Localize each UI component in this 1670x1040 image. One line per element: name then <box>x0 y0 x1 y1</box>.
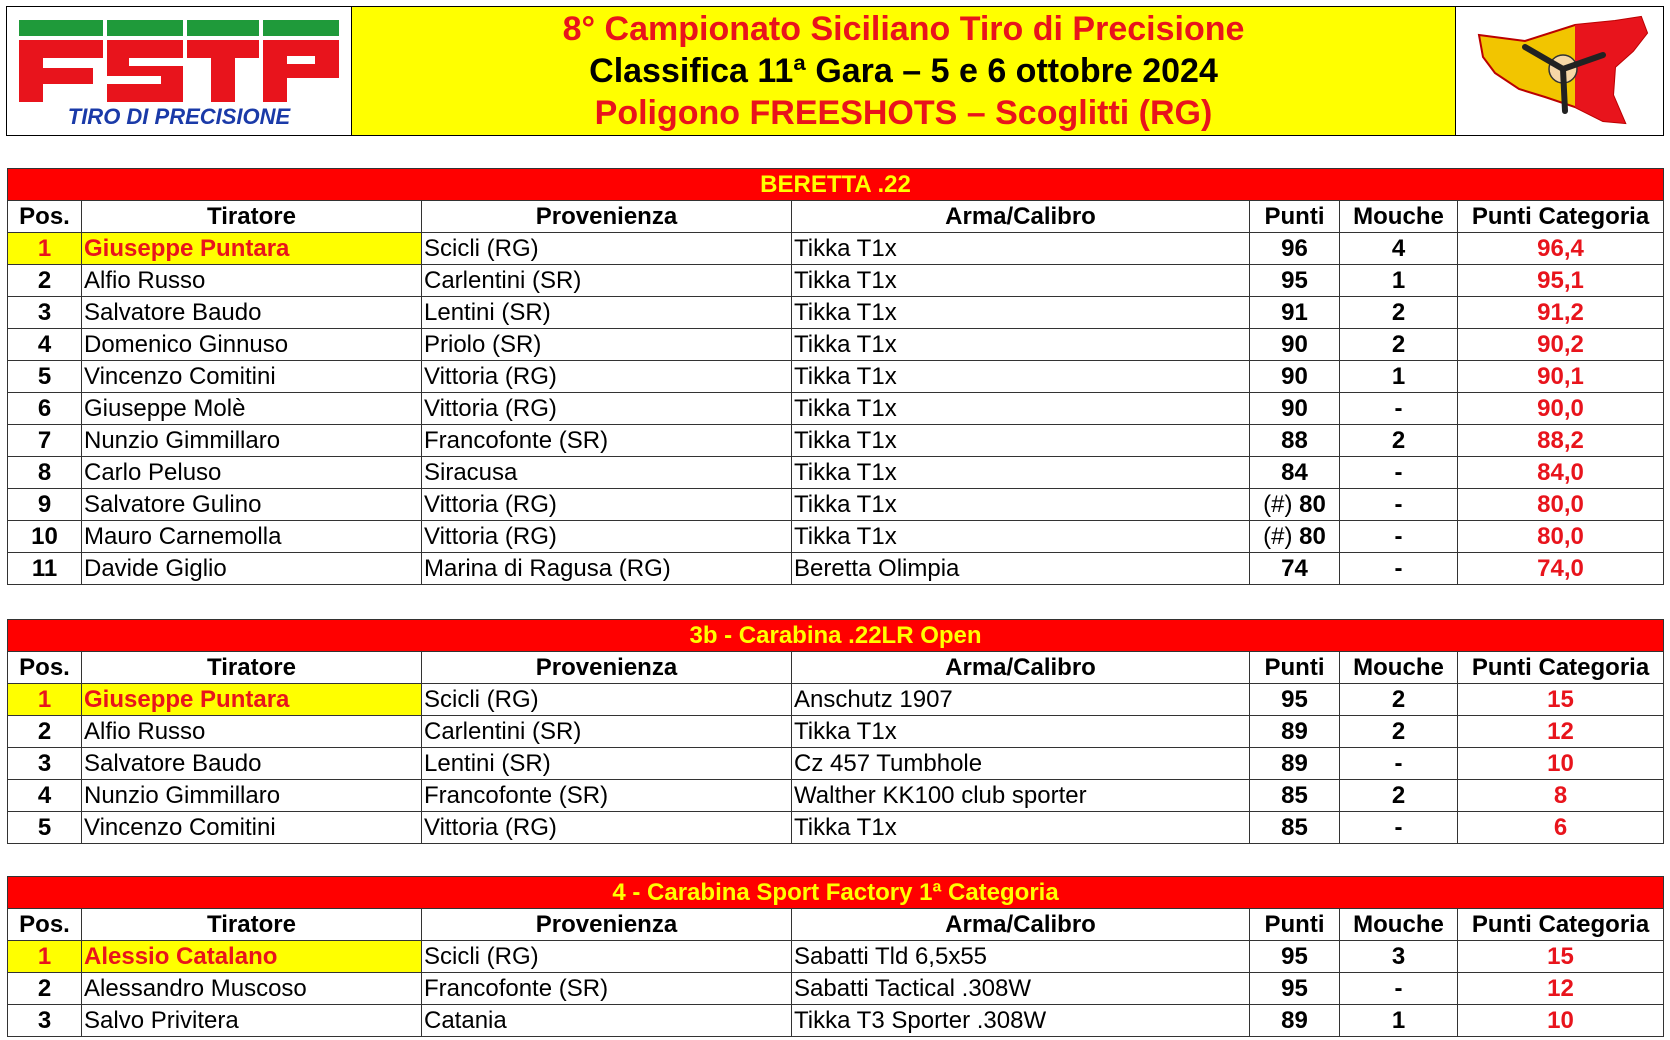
points-cell <box>1250 812 1340 844</box>
origin-cell: Vittoria (RG) <box>422 812 792 844</box>
category-title: 4 - Carabina Sport Factory 1ª Categoria <box>8 877 1664 909</box>
table-row <box>8 233 1664 265</box>
points-cell <box>1250 425 1340 457</box>
category-title: 3b - Carabina .22LR Open <box>8 620 1664 652</box>
points-cell <box>1250 780 1340 812</box>
points-value: 85 <box>1281 781 1308 809</box>
mouche-cell: - <box>1340 457 1458 489</box>
weapon-cell: Tikka T1x <box>792 329 1250 361</box>
points-cell <box>1250 684 1340 716</box>
position-cell: 1 <box>8 684 82 716</box>
table-row <box>8 941 1664 973</box>
category-points-cell: 10 <box>1458 1005 1664 1037</box>
points-cell <box>1250 489 1340 521</box>
mouche-cell: - <box>1340 748 1458 780</box>
weapon-cell: Tikka T1x <box>792 233 1250 265</box>
col-pos-header: Pos. <box>8 652 82 684</box>
column-header-row <box>8 909 1664 941</box>
table-row <box>8 361 1664 393</box>
col-punti-header: Punti <box>1250 652 1340 684</box>
shooter-name-cell: Salvo Privitera <box>82 1005 422 1037</box>
mouche-cell: 3 <box>1340 941 1458 973</box>
shooter-name-cell: Giuseppe Puntara <box>82 233 422 265</box>
header <box>6 6 1664 136</box>
category-points-cell: 6 <box>1458 812 1664 844</box>
points-value: 95 <box>1281 942 1308 970</box>
points-value: 90 <box>1281 394 1308 422</box>
category-title: BERETTA .22 <box>8 169 1664 201</box>
table-row <box>8 1005 1664 1037</box>
points-cell <box>1250 521 1340 553</box>
points-value: 95 <box>1281 974 1308 1002</box>
category-points-cell: 91,2 <box>1458 297 1664 329</box>
position-cell: 4 <box>8 329 82 361</box>
category-points-cell: 8 <box>1458 780 1664 812</box>
mouche-cell: 4 <box>1340 233 1458 265</box>
weapon-cell: Tikka T1x <box>792 521 1250 553</box>
weapon-cell: Walther KK100 club sporter <box>792 780 1250 812</box>
shooter-name-cell: Nunzio Gimmillaro <box>82 780 422 812</box>
origin-cell: Carlentini (SR) <box>422 716 792 748</box>
col-punti-header: Punti <box>1250 201 1340 233</box>
position-cell: 1 <box>8 941 82 973</box>
col-provenienza-header: Provenienza <box>422 909 792 941</box>
origin-cell: Francofonte (SR) <box>422 973 792 1005</box>
col-provenienza-header: Provenienza <box>422 652 792 684</box>
weapon-cell: Tikka T1x <box>792 297 1250 329</box>
results-table-sport-factory <box>7 876 1664 1037</box>
points-value: 84 <box>1281 458 1308 486</box>
category-points-cell: 12 <box>1458 716 1664 748</box>
category-points-cell: 84,0 <box>1458 457 1664 489</box>
category-points-cell: 12 <box>1458 973 1664 1005</box>
col-tiratore-header: Tiratore <box>82 652 422 684</box>
table-row <box>8 684 1664 716</box>
mouche-cell: 1 <box>1340 361 1458 393</box>
category-points-cell: 10 <box>1458 748 1664 780</box>
category-points-cell: 80,0 <box>1458 521 1664 553</box>
shooter-name-cell: Vincenzo Comitini <box>82 812 422 844</box>
origin-cell: Vittoria (RG) <box>422 521 792 553</box>
mouche-cell: 1 <box>1340 1005 1458 1037</box>
col-punti-categoria-header: Punti Categoria <box>1458 201 1664 233</box>
shooter-name-cell: Alessandro Muscoso <box>82 973 422 1005</box>
weapon-cell: Tikka T1x <box>792 812 1250 844</box>
weapon-cell: Tikka T1x <box>792 393 1250 425</box>
results-table-beretta <box>7 168 1664 585</box>
mouche-cell: - <box>1340 489 1458 521</box>
category-points-cell: 95,1 <box>1458 265 1664 297</box>
category-points-cell: 90,1 <box>1458 361 1664 393</box>
position-cell: 4 <box>8 780 82 812</box>
points-cell <box>1250 233 1340 265</box>
table-row <box>8 393 1664 425</box>
points-note: (#) <box>1263 490 1300 518</box>
points-value: 74 <box>1281 554 1308 582</box>
origin-cell: Francofonte (SR) <box>422 780 792 812</box>
origin-cell: Lentini (SR) <box>422 297 792 329</box>
weapon-cell: Tikka T1x <box>792 457 1250 489</box>
shooter-name-cell: Alfio Russo <box>82 265 422 297</box>
origin-cell: Catania <box>422 1005 792 1037</box>
shooter-name-cell: Salvatore Baudo <box>82 297 422 329</box>
origin-cell: Francofonte (SR) <box>422 425 792 457</box>
position-cell: 3 <box>8 1005 82 1037</box>
mouche-cell: 2 <box>1340 425 1458 457</box>
shooter-name-cell: Domenico Ginnuso <box>82 329 422 361</box>
shooter-name-cell: Davide Giglio <box>82 553 422 585</box>
weapon-cell: Sabatti Tactical .308W <box>792 973 1250 1005</box>
col-punti-categoria-header: Punti Categoria <box>1458 909 1664 941</box>
category-points-cell: 90,2 <box>1458 329 1664 361</box>
points-cell <box>1250 265 1340 297</box>
origin-cell: Vittoria (RG) <box>422 393 792 425</box>
points-cell <box>1250 361 1340 393</box>
points-value: 90 <box>1281 330 1308 358</box>
fstp-logo <box>7 7 352 135</box>
mouche-cell: 2 <box>1340 780 1458 812</box>
origin-cell: Marina di Ragusa (RG) <box>422 553 792 585</box>
points-cell <box>1250 553 1340 585</box>
col-provenienza-header: Provenienza <box>422 201 792 233</box>
position-cell: 2 <box>8 716 82 748</box>
points-value: 85 <box>1281 813 1308 841</box>
position-cell: 7 <box>8 425 82 457</box>
points-cell <box>1250 941 1340 973</box>
position-cell: 2 <box>8 265 82 297</box>
origin-cell: Scicli (RG) <box>422 941 792 973</box>
position-cell: 11 <box>8 553 82 585</box>
origin-cell: Vittoria (RG) <box>422 489 792 521</box>
position-cell: 5 <box>8 361 82 393</box>
origin-cell: Vittoria (RG) <box>422 361 792 393</box>
shooter-name-cell: Vincenzo Comitini <box>82 361 422 393</box>
points-value: 80 <box>1299 522 1326 550</box>
mouche-cell: - <box>1340 812 1458 844</box>
position-cell: 8 <box>8 457 82 489</box>
shooter-name-cell: Salvatore Gulino <box>82 489 422 521</box>
points-value: 89 <box>1281 1006 1308 1034</box>
mouche-cell: - <box>1340 521 1458 553</box>
points-value: 80 <box>1299 490 1326 518</box>
origin-cell: Scicli (RG) <box>422 684 792 716</box>
points-cell <box>1250 457 1340 489</box>
position-cell: 9 <box>8 489 82 521</box>
table-row <box>8 748 1664 780</box>
table-row <box>8 297 1664 329</box>
mouche-cell: 2 <box>1340 684 1458 716</box>
points-cell <box>1250 973 1340 1005</box>
origin-cell: Carlentini (SR) <box>422 265 792 297</box>
origin-cell: Priolo (SR) <box>422 329 792 361</box>
position-cell: 6 <box>8 393 82 425</box>
col-mouche-header: Mouche <box>1340 201 1458 233</box>
weapon-cell: Beretta Olimpia <box>792 553 1250 585</box>
category-header-row <box>8 169 1664 201</box>
col-pos-header: Pos. <box>8 909 82 941</box>
table-row <box>8 329 1664 361</box>
title-box <box>352 7 1456 135</box>
points-note: (#) <box>1263 522 1300 550</box>
table-row <box>8 812 1664 844</box>
sicily-trinacria-logo <box>1456 7 1663 135</box>
table-row <box>8 489 1664 521</box>
col-punti-header: Punti <box>1250 909 1340 941</box>
points-cell <box>1250 393 1340 425</box>
weapon-cell: Tikka T1x <box>792 489 1250 521</box>
table-row <box>8 521 1664 553</box>
category-points-cell: 15 <box>1458 684 1664 716</box>
points-value: 91 <box>1281 298 1308 326</box>
mouche-cell: - <box>1340 973 1458 1005</box>
col-pos-header: Pos. <box>8 201 82 233</box>
title-line-1: 8° Campionato Siciliano Tiro di Precisione <box>562 10 1245 48</box>
weapon-cell: Cz 457 Tumbhole <box>792 748 1250 780</box>
mouche-cell: - <box>1340 393 1458 425</box>
category-header-row <box>8 620 1664 652</box>
col-arma-header: Arma/Calibro <box>792 201 1250 233</box>
sicily-trinacria-icon <box>1465 11 1655 131</box>
table-row <box>8 265 1664 297</box>
shooter-name-cell: Carlo Peluso <box>82 457 422 489</box>
shooter-name-cell: Giuseppe Puntara <box>82 684 422 716</box>
shooter-name-cell: Giuseppe Molè <box>82 393 422 425</box>
points-cell <box>1250 329 1340 361</box>
points-cell <box>1250 716 1340 748</box>
category-points-cell: 88,2 <box>1458 425 1664 457</box>
mouche-cell: - <box>1340 553 1458 585</box>
points-cell <box>1250 297 1340 329</box>
col-tiratore-header: Tiratore <box>82 909 422 941</box>
position-cell: 5 <box>8 812 82 844</box>
col-tiratore-header: Tiratore <box>82 201 422 233</box>
position-cell: 2 <box>8 973 82 1005</box>
points-value: 90 <box>1281 362 1308 390</box>
shooter-name-cell: Nunzio Gimmillaro <box>82 425 422 457</box>
weapon-cell: Tikka T1x <box>792 425 1250 457</box>
category-points-cell: 96,4 <box>1458 233 1664 265</box>
position-cell: 3 <box>8 748 82 780</box>
column-header-row <box>8 201 1664 233</box>
category-points-cell: 74,0 <box>1458 553 1664 585</box>
category-points-cell: 80,0 <box>1458 489 1664 521</box>
points-value: 88 <box>1281 426 1308 454</box>
position-cell: 3 <box>8 297 82 329</box>
weapon-cell: Sabatti Tld 6,5x55 <box>792 941 1250 973</box>
points-value: 89 <box>1281 717 1308 745</box>
col-punti-categoria-header: Punti Categoria <box>1458 652 1664 684</box>
title-line-3: Poligono FREESHOTS – Scoglitti (RG) <box>594 94 1213 132</box>
col-arma-header: Arma/Calibro <box>792 652 1250 684</box>
mouche-cell: 1 <box>1340 265 1458 297</box>
weapon-cell: Tikka T3 Sporter .308W <box>792 1005 1250 1037</box>
col-mouche-header: Mouche <box>1340 909 1458 941</box>
col-mouche-header: Mouche <box>1340 652 1458 684</box>
table-row <box>8 425 1664 457</box>
shooter-name-cell: Salvatore Baudo <box>82 748 422 780</box>
mouche-cell: 2 <box>1340 329 1458 361</box>
shooter-name-cell: Mauro Carnemolla <box>82 521 422 553</box>
shooter-name-cell: Alessio Catalano <box>82 941 422 973</box>
svg-text:TIRO DI PRECISIONE: TIRO DI PRECISIONE <box>67 104 291 129</box>
col-arma-header: Arma/Calibro <box>792 909 1250 941</box>
title-line-2: Classifica 11ª Gara – 5 e 6 ottobre 2024 <box>589 52 1218 90</box>
table-row <box>8 553 1664 585</box>
points-value: 89 <box>1281 749 1308 777</box>
mouche-cell: 2 <box>1340 716 1458 748</box>
category-header-row <box>8 877 1664 909</box>
position-cell: 10 <box>8 521 82 553</box>
origin-cell: Siracusa <box>422 457 792 489</box>
weapon-cell: Tikka T1x <box>792 265 1250 297</box>
points-cell <box>1250 1005 1340 1037</box>
points-cell <box>1250 748 1340 780</box>
shooter-name-cell: Alfio Russo <box>82 716 422 748</box>
fstp-logo-icon <box>11 12 347 130</box>
position-cell: 1 <box>8 233 82 265</box>
column-header-row <box>8 652 1664 684</box>
table-row <box>8 973 1664 1005</box>
results-table-carabina-22lr <box>7 619 1664 844</box>
points-value: 95 <box>1281 685 1308 713</box>
category-points-cell: 15 <box>1458 941 1664 973</box>
origin-cell: Scicli (RG) <box>422 233 792 265</box>
weapon-cell: Anschutz 1907 <box>792 684 1250 716</box>
table-row <box>8 780 1664 812</box>
mouche-cell: 2 <box>1340 297 1458 329</box>
weapon-cell: Tikka T1x <box>792 716 1250 748</box>
table-row <box>8 716 1664 748</box>
weapon-cell: Tikka T1x <box>792 361 1250 393</box>
origin-cell: Lentini (SR) <box>422 748 792 780</box>
category-points-cell: 90,0 <box>1458 393 1664 425</box>
table-row <box>8 457 1664 489</box>
points-value: 96 <box>1281 234 1308 262</box>
points-value: 95 <box>1281 266 1308 294</box>
